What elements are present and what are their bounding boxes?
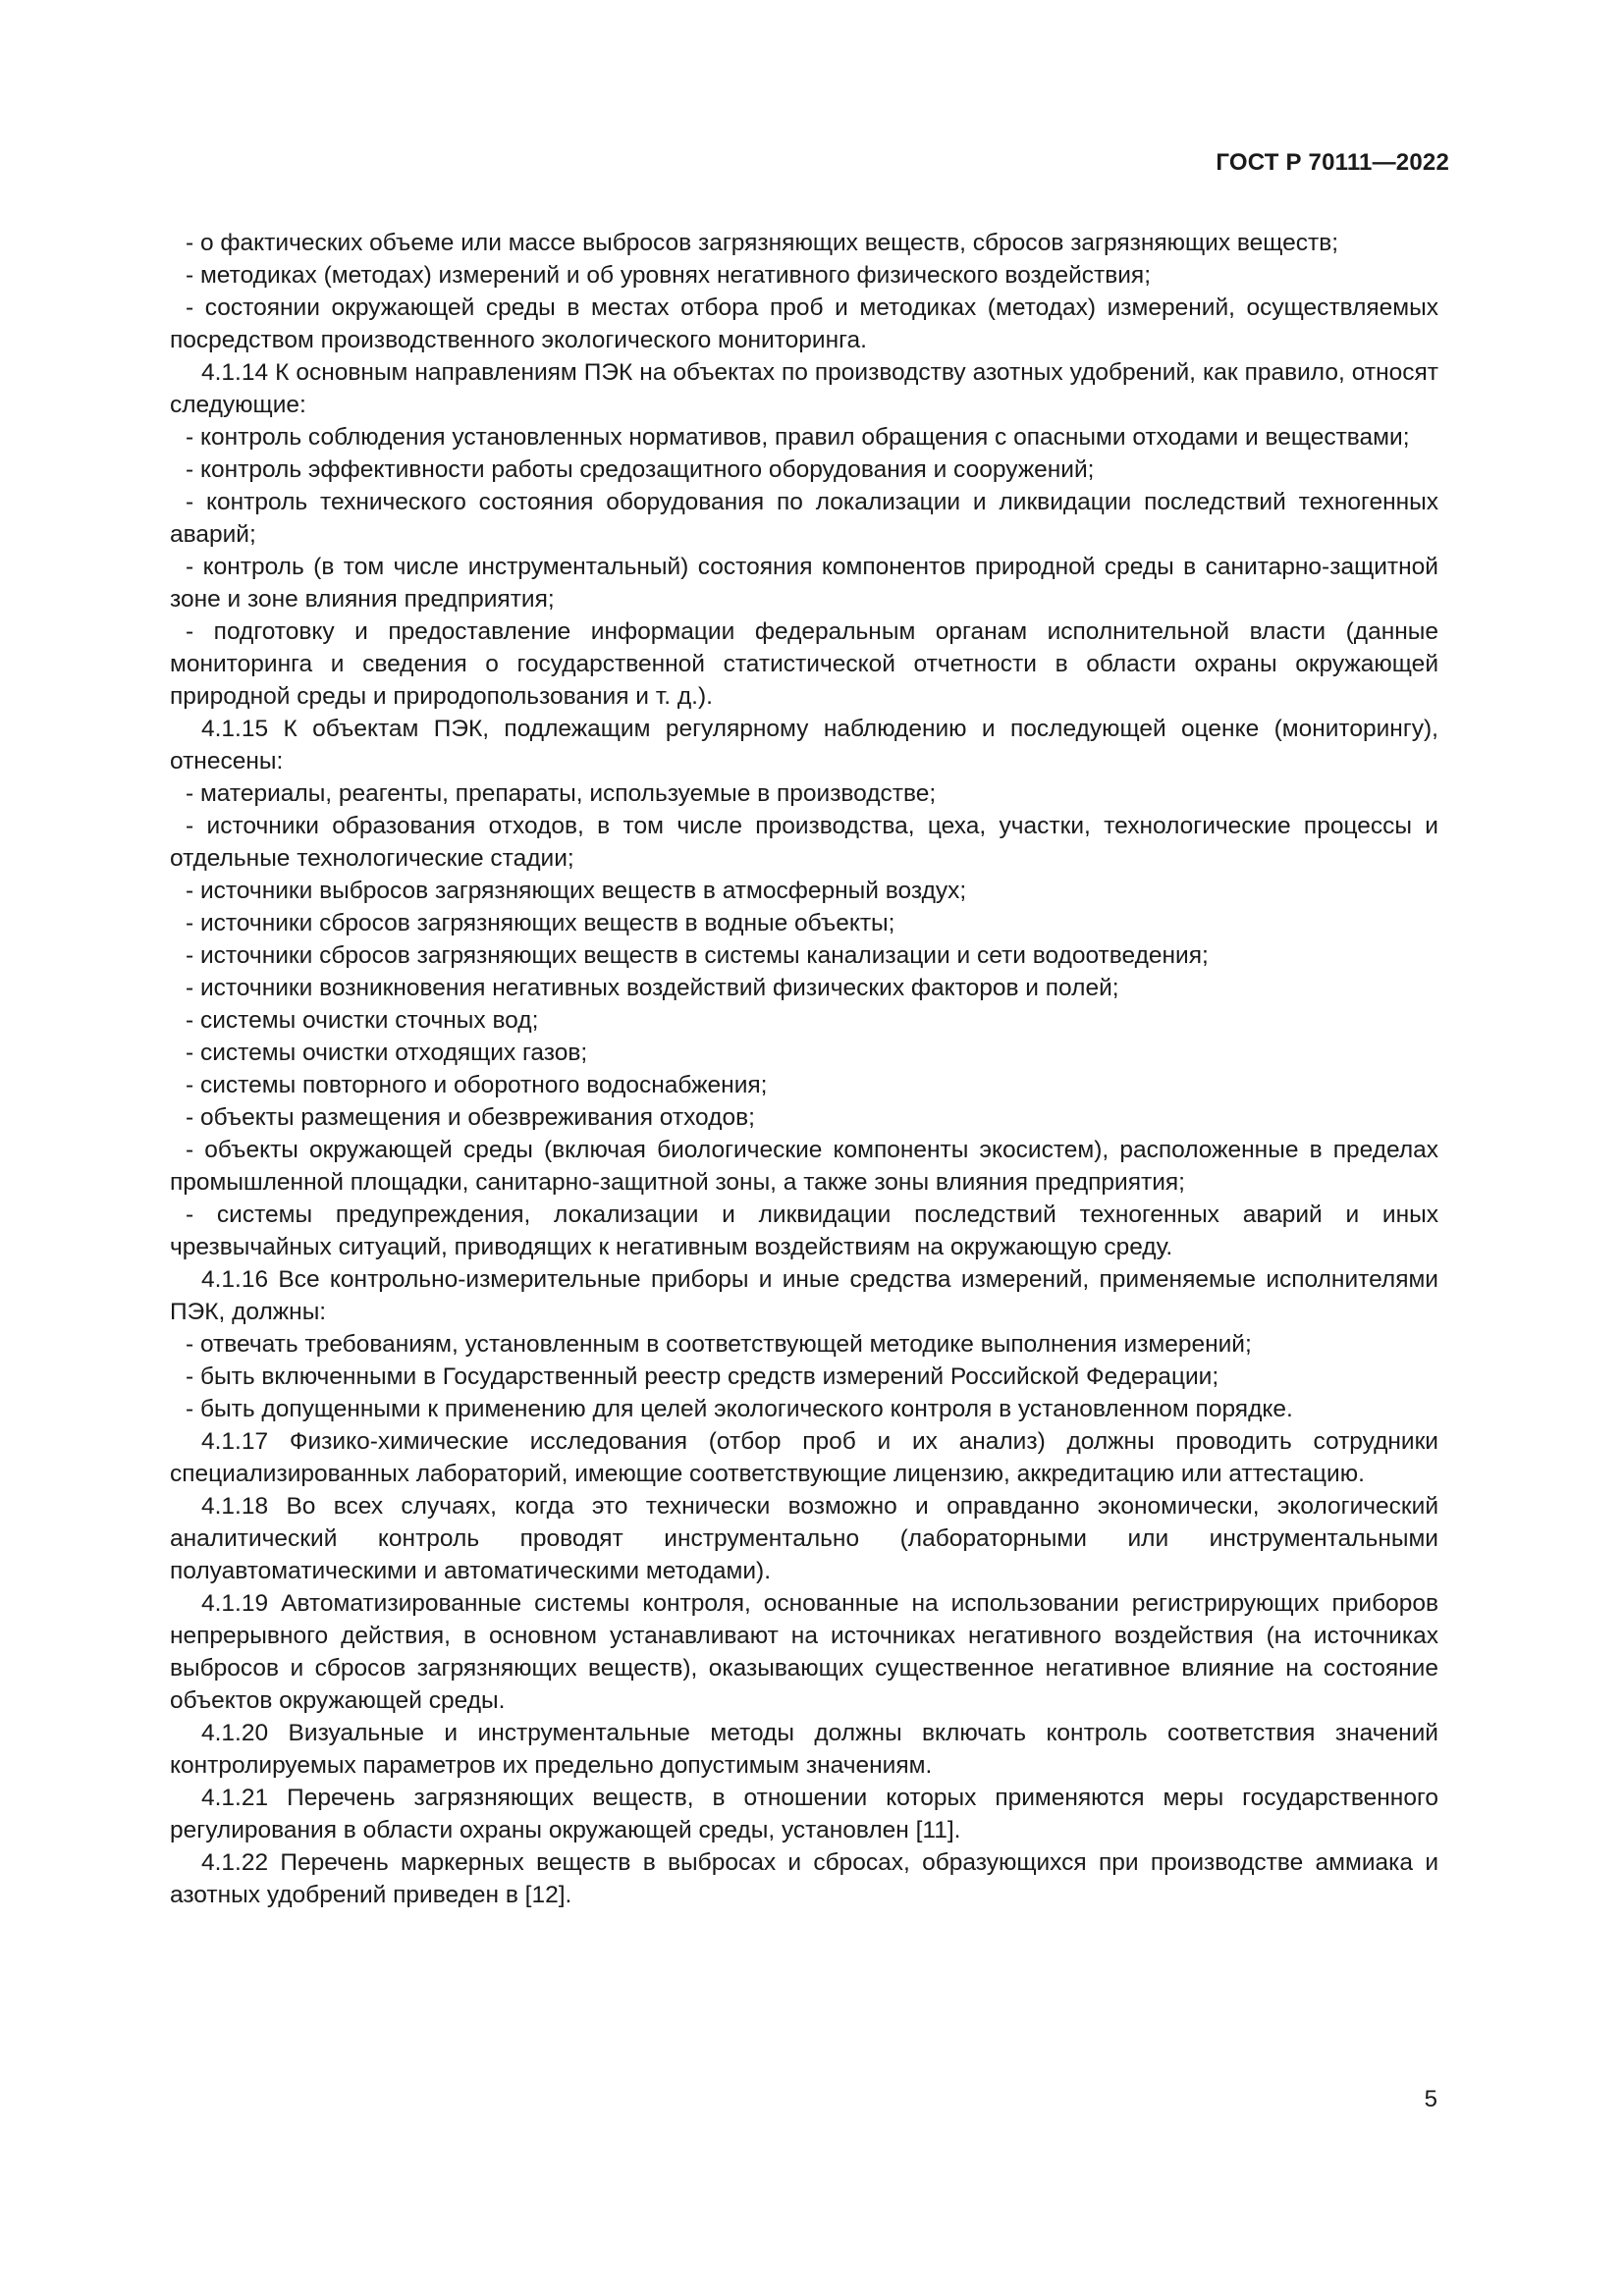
list-item: - системы очистки сточных вод; [186,1007,539,1034]
clause-paragraph: 4.1.21 Перечень загрязняющих веществ, в отношении которых применяются меры государственного регулирования в области охраны окружающей среды, установлен [11]. [170,1785,1438,1843]
list-item: - объекты окружающей среды (включая биологические компоненты экосистем), расположенные в пределах промышленной площадки, санитарно-защитной зоны, а также зоны влияния предприятия; [170,1137,1438,1196]
list-item: - контроль эффективности работы средозащитного оборудования и сооружений; [186,456,1095,483]
clause-paragraph: 4.1.20 Визуальные и инструментальные методы должны включать контроль соответствия значений контролируемых параметров их предельно допустимым значениям. [170,1720,1438,1779]
clause-paragraph: 4.1.18 Во всех случаях, когда это технически возможно и оправданно экономически, экологический аналитический контроль проводят инструментально (лабораторными или инструментальными полуавтоматическими и автоматическими методами). [170,1493,1438,1584]
document-header: ГОСТ Р 70111—2022 [1216,149,1449,176]
list-item: - материалы, реагенты, препараты, используемые в производстве; [186,780,937,807]
list-item: - отвечать требованиям, установленным в соответствующей методике выполнения измерений; [186,1331,1252,1358]
list-item: - методиках (методах) измерений и об уровнях негативного физического воздействия; [186,262,1152,289]
clause-paragraph: 4.1.22 Перечень маркерных веществ в выбросах и сбросах, образующихся при производстве аммиака и азотных удобрений приведен в [12]. [170,1849,1438,1908]
list-item: - источники сбросов загрязняющих веществ в водные объекты; [186,910,895,936]
list-item: - контроль технического состояния оборудования по локализации и ликвидации последствий техногенных аварий; [170,489,1438,548]
list-item: - системы повторного и оборотного водоснабжения; [186,1072,768,1098]
page-number: 5 [1424,2086,1437,2112]
list-item: - состоянии окружающей среды в местах отбора проб и методиках (методах) измерений, осуществляемых посредством производственного экологического мониторинга. [170,294,1438,353]
document-body [170,227,1438,1911]
list-item: - системы предупреждения, локализации и ликвидации последствий техногенных аварий и иных чрезвычайных ситуаций, приводящих к негативным воздействиям на окружающую среду. [170,1201,1438,1260]
list-item: - контроль (в том числе инструментальный) состояния компонентов природной среды в санитарно-защитной зоне и зоне влияния предприятия; [170,554,1438,613]
list-item: - источники выбросов загрязняющих веществ в атмосферный воздух; [186,878,967,904]
list-item: - быть допущенными к применению для целей экологического контроля в установленном порядке. [186,1396,1293,1422]
list-item: - подготовку и предоставление информации федеральным органам исполнительной власти (данные мониторинга и сведения о государственной статистической отчетности в области охраны окружающей природной среды и природопользования и т. д.). [170,618,1438,710]
clause-paragraph: 4.1.14 К основным направлениям ПЭК на объектах по производству азотных удобрений, как правило, относят следующие: [170,359,1438,418]
clause-paragraph: 4.1.15 К объектам ПЭК, подлежащим регулярному наблюдению и последующей оценке (мониторингу), отнесены: [170,716,1438,774]
clause-paragraph: 4.1.16 Все контрольно-измерительные приборы и иные средства измерений, применяемые исполнителями ПЭК, должны: [170,1266,1438,1325]
clause-paragraph: 4.1.19 Автоматизированные системы контроля, основанные на использовании регистрирующих приборов непрерывного действия, в основном устанавливают на источниках негативного воздействия (на источниках выбросов и сбросов загрязняющих веществ), оказывающих существенное негативное влияние на состояние объектов окружающей среды. [170,1590,1438,1714]
list-item: - контроль соблюдения установленных нормативов, правил обращения с опасными отходами и веществами; [186,424,1410,451]
list-item: - источники возникновения негативных воздействий физических факторов и полей; [186,975,1119,1001]
list-item: - быть включенными в Государственный реестр средств измерений Российской Федерации; [186,1363,1219,1390]
list-item: - объекты размещения и обезвреживания отходов; [186,1104,755,1131]
list-item: - источники сбросов загрязняющих веществ в системы канализации и сети водоотведения; [186,942,1209,969]
list-item: - о фактических объеме или массе выбросов загрязняющих веществ, сбросов загрязняющих веществ; [186,230,1339,256]
list-item: - системы очистки отходящих газов; [186,1040,588,1066]
clause-paragraph: 4.1.17 Физико-химические исследования (отбор проб и их анализ) должны проводить сотрудники специализированных лабораторий, имеющие соответствующие лицензию, аккредитацию или аттестацию. [170,1428,1438,1487]
list-item: - источники образования отходов, в том числе производства, цеха, участки, технологические процессы и отдельные технологические стадии; [170,813,1438,872]
